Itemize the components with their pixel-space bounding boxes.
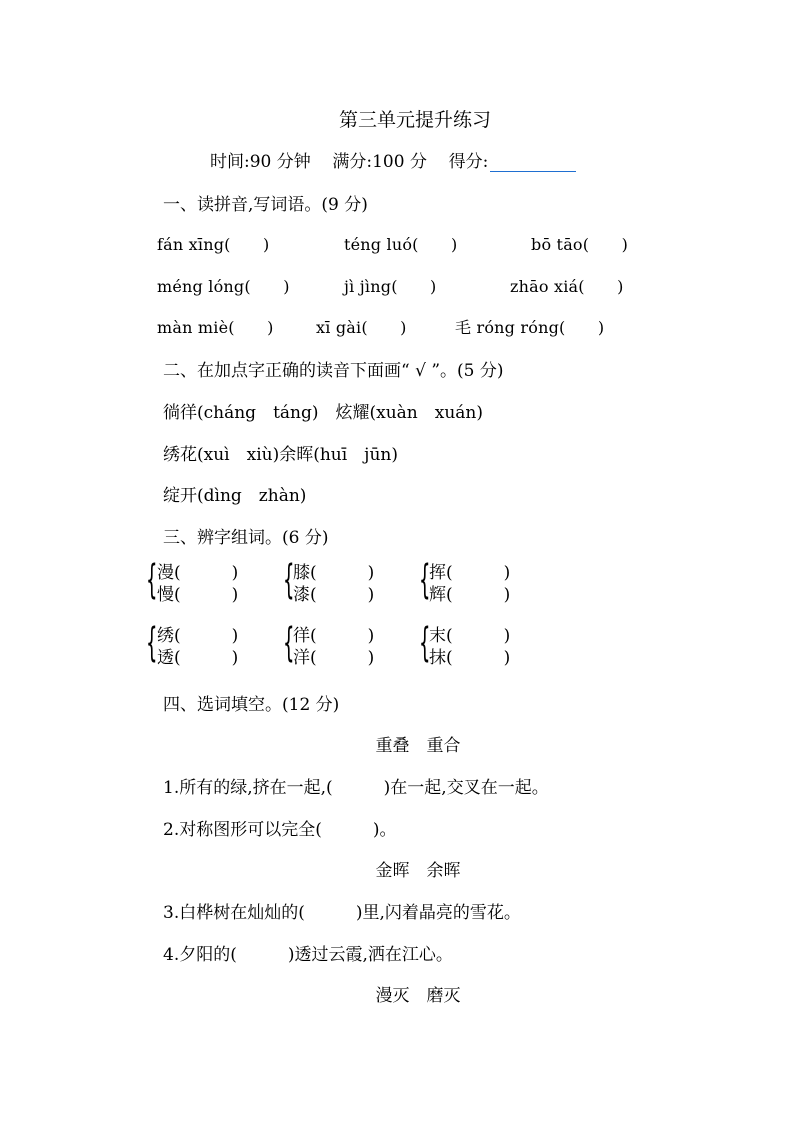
section-4-heading: 四、选词填空。(12 分) xyxy=(163,695,340,715)
char-item: 透( ) xyxy=(157,648,239,668)
section-2-heading: 二、在加点字正确的读音下面画“ √ ”。(5 分) xyxy=(163,361,504,381)
word-choices: 金晖 余晖 xyxy=(375,861,461,881)
section-1-heading: 一、读拼音,写词语。(9 分) xyxy=(163,195,368,215)
full-score-label: 满分:100 分 xyxy=(332,152,427,172)
char-item: 抹( ) xyxy=(429,648,511,668)
brace-icon: { xyxy=(146,557,158,603)
char-item: 绣( ) xyxy=(157,626,239,646)
question-item: 4.夕阳的( )透过云霞,洒在江心。 xyxy=(163,945,453,965)
char-item: 挥( ) xyxy=(429,563,511,583)
reading-row: 徜徉(cháng táng) 炫耀(xuàn xuán) xyxy=(163,403,484,423)
char-group xyxy=(293,562,374,606)
char-item: 漫( ) xyxy=(157,563,239,583)
char-group xyxy=(157,625,238,669)
pinyin-item: méng lóng( ) xyxy=(157,277,290,296)
reading-row: 绣花(xuì xiù)余晖(huī jūn) xyxy=(163,445,398,465)
pinyin-item: xī gài( ) xyxy=(316,318,407,337)
exam-meta xyxy=(210,147,576,172)
section-3-heading: 三、辨字组词。(6 分) xyxy=(163,528,329,548)
pinyin-item: zhāo xiá( ) xyxy=(510,277,624,296)
question-item: 2.对称图形可以完全( )。 xyxy=(163,820,397,840)
char-item: 慢( ) xyxy=(157,585,239,605)
brace-icon: { xyxy=(283,620,295,666)
score-label: 得分: xyxy=(448,152,489,172)
page-title: 第三单元提升练习 xyxy=(338,109,491,131)
char-group xyxy=(157,562,238,606)
pinyin-item: fán xīng( ) xyxy=(157,235,270,254)
char-group xyxy=(293,625,374,669)
time-label: 时间:90 分钟 xyxy=(210,152,311,172)
char-group xyxy=(429,625,510,669)
word-choices: 漫灭 磨灭 xyxy=(375,986,461,1006)
score-blank[interactable] xyxy=(490,153,576,172)
char-item: 膝( ) xyxy=(293,563,375,583)
char-item: 辉( ) xyxy=(429,585,511,605)
brace-icon: { xyxy=(283,557,295,603)
pinyin-item: jì jìng( ) xyxy=(344,277,437,296)
char-group xyxy=(429,562,510,606)
brace-icon: { xyxy=(419,557,431,603)
brace-icon: { xyxy=(146,620,158,666)
char-item: 末( ) xyxy=(429,626,511,646)
char-item: 漆( ) xyxy=(293,585,375,605)
pinyin-item: 毛 róng róng( ) xyxy=(455,318,605,337)
pinyin-item: màn miè( ) xyxy=(157,318,274,337)
brace-icon: { xyxy=(419,620,431,666)
question-item: 1.所有的绿,挤在一起,( )在一起,交叉在一起。 xyxy=(163,778,549,798)
question-item: 3.白桦树在灿灿的( )里,闪着晶亮的雪花。 xyxy=(163,903,521,923)
word-choices: 重叠 重合 xyxy=(375,736,461,756)
pinyin-item: téng luó( ) xyxy=(344,235,458,254)
reading-row: 绽开(dìng zhàn) xyxy=(163,486,307,506)
char-item: 徉( ) xyxy=(293,626,375,646)
pinyin-item: bō tāo( ) xyxy=(531,235,629,254)
char-item: 洋( ) xyxy=(293,648,375,668)
